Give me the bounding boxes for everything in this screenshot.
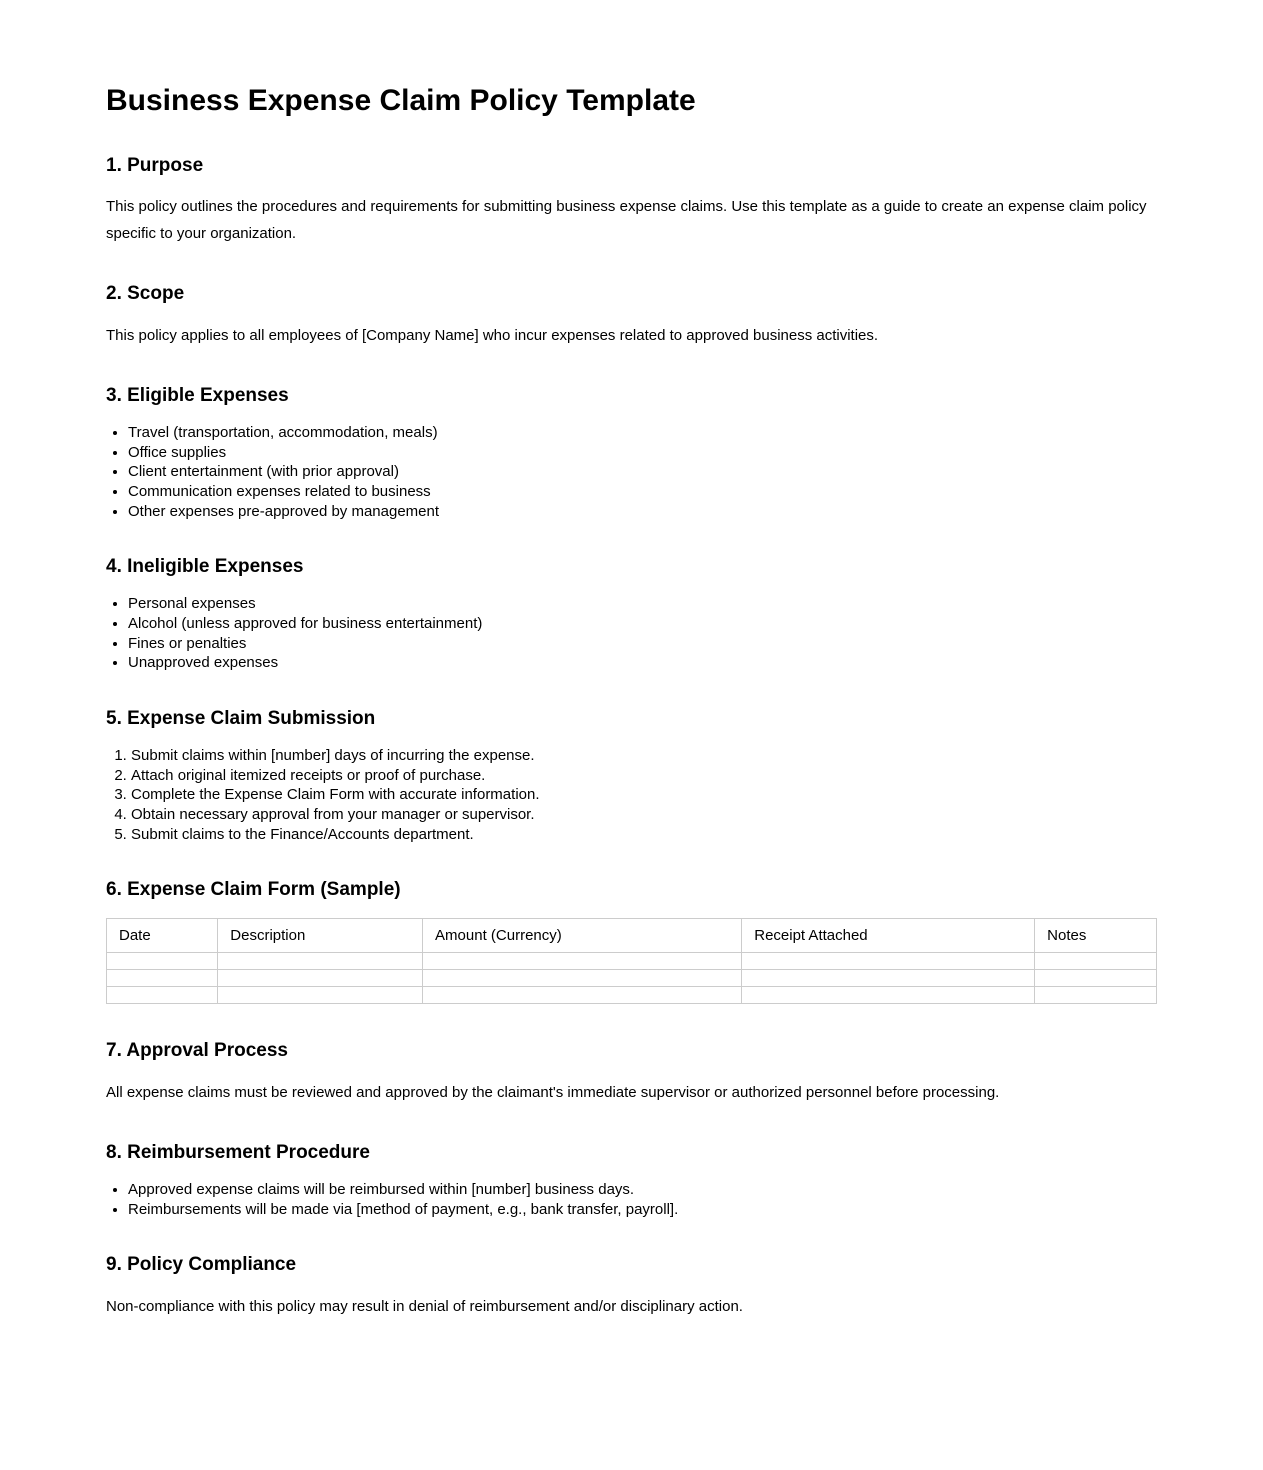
section-eligible-expenses [106,385,1157,520]
section-heading-purpose: 1. Purpose [106,154,204,176]
table-cell [218,970,423,987]
table-cell [107,970,218,987]
section-heading-approval-process: 7. Approval Process [106,1040,288,1062]
section-paragraph-policy-compliance: Non-compliance with this policy may result in denial of reimbursement and/or disciplinary action. [106,1298,743,1316]
section-paragraph-purpose: This policy outlines the procedures and requirements for submitting business expense claims. Use this template as a guide to create an expense claim policy specific to your organization. [106,198,1147,243]
table-cell [423,953,742,970]
column-header-date: Date [107,919,218,953]
eligible-expenses-list [106,424,1157,520]
table-cell [218,953,423,970]
column-header-receipt-attached: Receipt Attached [742,919,1035,953]
numbered-step: 2. Attach original itemized receipts or proof of purchase. [131,767,1157,785]
numbered-step: 3. Complete the Expense Claim Form with accurate information. [131,786,1157,804]
section-scope [106,283,1157,349]
numbered-step: 4. Obtain necessary approval from your manager or supervisor. [131,806,1157,824]
table-cell [1035,953,1157,970]
list-item: • Personal expenses [128,595,1157,613]
table-empty-row [107,953,1157,970]
table-cell [742,970,1035,987]
table-cell [107,953,218,970]
section-expense-claim-submission [106,708,1157,843]
section-heading-reimbursement-procedure: 8. Reimbursement Procedure [106,1142,370,1164]
table-header-row [107,919,1157,953]
ineligible-expenses-list [106,595,1157,672]
list-item: • Alcohol (unless approved for business entertainment) [128,615,1157,633]
submission-steps-list [106,747,1157,843]
section-heading-policy-compliance: 9. Policy Compliance [106,1254,297,1276]
table-cell [742,953,1035,970]
list-item: • Reimbursements will be made via [method of payment, e.g., bank transfer, payroll]. [128,1201,1157,1219]
section-paragraph-scope: This policy applies to all employees of [Company Name] who incur expenses related to approved business activities. [106,327,879,345]
section-heading-expense-claim-form: 6. Expense Claim Form (Sample) [106,879,401,901]
expense-claim-table [106,918,1157,1004]
list-item: • Communication expenses related to business [128,483,1157,501]
table-empty-row [107,970,1157,987]
list-item: • Travel (transportation, accommodation, meals) [128,424,1157,442]
list-item: • Approved expense claims will be reimbursed within [number] business days. [128,1181,1157,1199]
table-cell [423,970,742,987]
section-expense-claim-form [106,879,1157,1004]
section-heading-eligible-expenses: 3. Eligible Expenses [106,385,289,407]
section-heading-expense-claim-submission: 5. Expense Claim Submission [106,708,376,730]
section-heading-scope: 2. Scope [106,283,185,305]
column-header-notes: Notes [1035,919,1157,953]
section-purpose [106,155,1157,248]
numbered-step: 5. Submit claims to the Finance/Accounts department. [131,826,1157,844]
section-heading-ineligible-expenses: 4. Ineligible Expenses [106,556,304,578]
column-header-description: Description [218,919,423,953]
table-cell [423,987,742,1004]
list-item: • Fines or penalties [128,635,1157,653]
section-paragraph-approval-process: All expense claims must be reviewed and approved by the claimant's immediate supervisor or authorized personnel before processing. [106,1084,1000,1102]
table-empty-row [107,987,1157,1004]
page-title: Business Expense Claim Policy Template [106,84,696,117]
reimbursement-list [106,1181,1157,1218]
numbered-step: 1. Submit claims within [number] days of incurring the expense. [131,747,1157,765]
list-item: • Unapproved expenses [128,654,1157,672]
section-ineligible-expenses [106,556,1157,672]
section-approval-process [106,1040,1157,1106]
column-header-amount: Amount (Currency) [423,919,742,953]
section-policy-compliance [106,1254,1157,1320]
table-cell [742,987,1035,1004]
list-item: • Client entertainment (with prior approval) [128,463,1157,481]
list-item: • Office supplies [128,444,1157,462]
section-reimbursement-procedure [106,1142,1157,1218]
list-item: • Other expenses pre-approved by management [128,503,1157,521]
table-cell [107,987,218,1004]
table-cell [1035,987,1157,1004]
table-cell [1035,970,1157,987]
table-cell [218,987,423,1004]
